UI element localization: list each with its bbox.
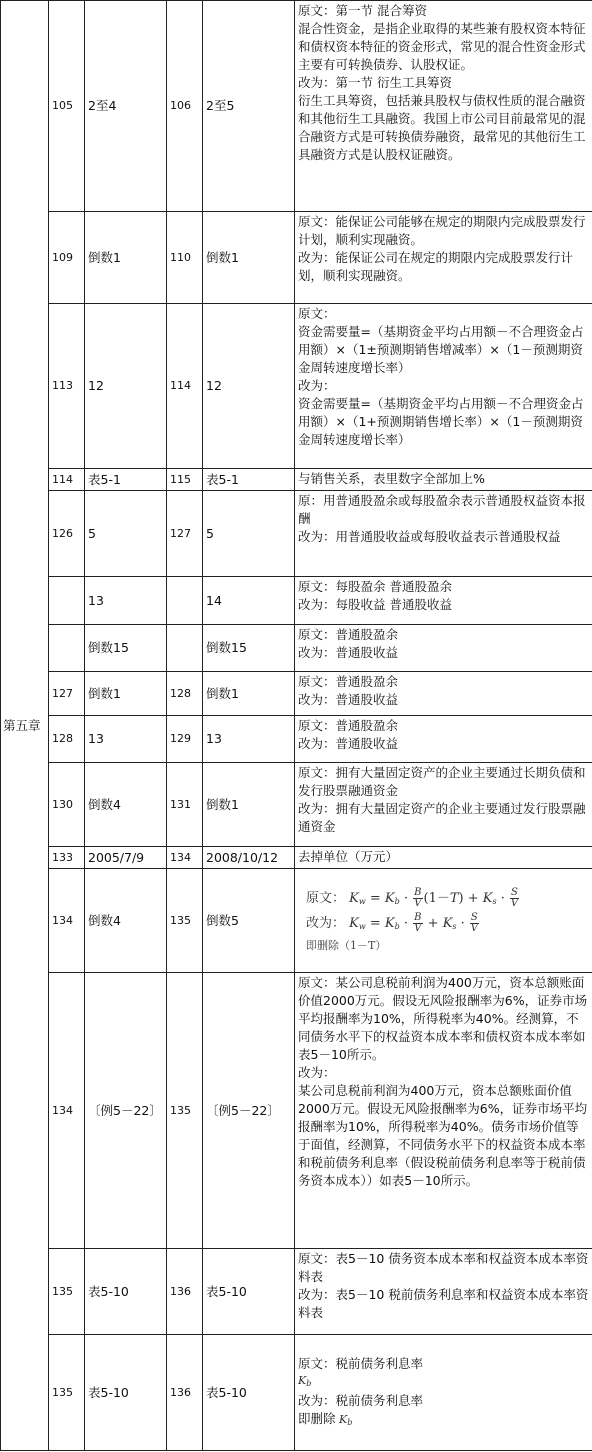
new-page: 110 (167, 212, 203, 304)
table-row (1, 491, 592, 577)
orig-line: 12 (85, 304, 167, 469)
change-text: 原文：拥有大量固定资产的企业主要通过长期负债和发行股票融通资金 改为：拥有大量固定资产的企业主要通过发行股票融通资金 (295, 763, 592, 847)
table-row (1, 973, 592, 1249)
table-row (1, 469, 592, 491)
orig-page: 127 (49, 672, 85, 716)
orig-line: 倒数1 (85, 672, 167, 716)
change-text: 原文：某公司息税前利润为400万元，资本总额账面价值2000万元。假设无风险报酬率为6%，证券市场平均报酬率为10%，所得税率为40%。经测算，不同债务水平下的权益资本成本率和债权资本成本率如表5－10所示。 改为： 某公司息税前利润为400万元，资本总额账面价值2000万元。假设无风险报酬率为6%，证券市场平均报酬率为10%，所得税率为40%。债务市场价值等于面值，经测算，不同债务水平下的权益资本成本率和税前债务利息率（假设税前债务利息率等于税前债务资本成本））如表5－10所示。 (295, 973, 592, 1249)
orig-page: 135 (49, 1249, 85, 1335)
change-text: 原文：表5－10 债务资本成本率和权益资本成本率资料表 改为：表5－10 税前债务利息率和权益资本成本率资料表 (295, 1249, 592, 1335)
new-page: 135 (167, 869, 203, 973)
orig-page: 105 (49, 1, 85, 212)
orig-page: 109 (49, 212, 85, 304)
new-line: 12 (203, 304, 295, 469)
new-line: 13 (203, 716, 295, 763)
change-text: 原文：每股盈余 普通股盈余 改为：每股收益 普通股收益 (295, 577, 592, 625)
table-row (1, 672, 592, 716)
new-page: 115 (167, 469, 203, 491)
table-row (1, 577, 592, 625)
table-row (1, 847, 592, 869)
orig-page: 114 (49, 469, 85, 491)
orig-line: 2005/7/9 (85, 847, 167, 869)
new-page (167, 625, 203, 672)
new-line: 倒数1 (203, 672, 295, 716)
new-page: 136 (167, 1249, 203, 1335)
new-page: 136 (167, 1335, 203, 1451)
orig-line: 13 (85, 577, 167, 625)
change-text: 去掉单位（万元） (295, 847, 592, 869)
orig-line: 13 (85, 716, 167, 763)
orig-line: 倒数4 (85, 869, 167, 973)
kb-symbol: $K_b$ (339, 1412, 353, 1427)
new-line: 〔例5－22〕 (203, 973, 295, 1249)
table-row (1, 716, 592, 763)
new-line: 表5-10 (203, 1249, 295, 1335)
orig-page (49, 577, 85, 625)
new-page: 106 (167, 1, 203, 212)
change-text: 原：用普通股盈余或每股盈余表示普通股权益资本报酬 改为：用普通股收益或每股收益表示普通股权益 (295, 491, 592, 577)
formula-original: 原文： $K_w = K_b$ · $\frac{B}{V}$ $(1-T) + K_s$ · $\frac{S}{V}$ (306, 886, 519, 909)
new-line: 2至5 (203, 1, 295, 212)
change-text: 原文：普通股盈余 改为：普通股收益 (295, 625, 592, 672)
new-line: 表5-10 (203, 1335, 295, 1451)
orig-page (49, 625, 85, 672)
change-text: 原文：普通股盈余 改为：普通股收益 (295, 672, 592, 716)
new-line: 14 (203, 577, 295, 625)
formula-revised: 改为： $K_w = K_b$ · $\frac{B}{V}$ + $K_s$ · $\frac{S}{V}$ (306, 911, 478, 934)
change-text: 原文： 资金需要量=（基期资金平均占用额－不合理资金占用额）×（1±预测期销售增减率）×（1－预测期资金周转速度增长率） 改为： 资金需要量=（基期资金平均占用额－不合理资金占用额）×（1+预测期销售增长率）×（1－预测期资金周转速度增长率） (295, 304, 592, 469)
new-page: 135 (167, 973, 203, 1249)
orig-line: 5 (85, 491, 167, 577)
new-page: 131 (167, 763, 203, 847)
chapter-cell: 第五章 (1, 1, 49, 1451)
new-line: 5 (203, 491, 295, 577)
table-row (1, 763, 592, 847)
orig-page: 135 (49, 1335, 85, 1451)
orig-page: 134 (49, 973, 85, 1249)
new-line: 倒数1 (203, 212, 295, 304)
change-text: 原文：第一节 混合筹资 混合性资金，是指企业取得的某些兼有股权资本特征和债权资本特征的资金形式，常见的混合性资金形式主要有可转换债券、认股权证。 改为：第一节 衍生工具筹资 衍生工具筹资，包括兼具股权与债权性质的混合融资和其他衍生工具融资。我国上市公司目前最常见的混合融资方式是可转换债券融资，最常见的其他衍生工具融资方式是认股权证融资。 (295, 1, 592, 212)
formula-note: 即删除（1－T） (306, 938, 387, 952)
new-line: 表5-1 (203, 469, 295, 491)
new-line: 2008/10/12 (203, 847, 295, 869)
new-line: 倒数5 (203, 869, 295, 973)
orig-line: 倒数4 (85, 763, 167, 847)
table-row (1, 1335, 592, 1451)
orig-page: 133 (49, 847, 85, 869)
table-row (1, 304, 592, 469)
new-line: 倒数15 (203, 625, 295, 672)
new-page (167, 577, 203, 625)
orig-line: 表5-10 (85, 1335, 167, 1451)
orig-page: 134 (49, 869, 85, 973)
table-row (1, 1249, 592, 1335)
orig-page: 126 (49, 491, 85, 577)
change-text: 原文：税前债务利息率 $K_b$ 改为：税前债务利息率 即删除 $K_b$ (295, 1335, 592, 1451)
orig-line: 表5-1 (85, 469, 167, 491)
orig-page: 128 (49, 716, 85, 763)
orig-line: 倒数1 (85, 212, 167, 304)
new-line: 倒数1 (203, 763, 295, 847)
table-row (1, 625, 592, 672)
kb-symbol: $K_b$ (298, 1373, 312, 1388)
new-page: 127 (167, 491, 203, 577)
new-page: 134 (167, 847, 203, 869)
table-row (1, 1, 592, 212)
orig-line: 2至4 (85, 1, 167, 212)
new-page: 129 (167, 716, 203, 763)
orig-page: 113 (49, 304, 85, 469)
formula-cell (295, 869, 592, 973)
table-row (1, 869, 592, 973)
table-row (1, 212, 592, 304)
orig-page: 130 (49, 763, 85, 847)
change-text: 原文：能保证公司能够在规定的期限内完成股票发行计划，顺利实现融资。 改为：能保证公司在规定的期限内完成股票发行计划，顺利实现融资。 (295, 212, 592, 304)
new-page: 128 (167, 672, 203, 716)
change-text: 与销售关系，表里数字全部加上% (295, 469, 592, 491)
orig-line: 〔例5－22〕 (85, 973, 167, 1249)
orig-line: 表5-10 (85, 1249, 167, 1335)
change-text: 原文：普通股盈余 改为：普通股收益 (295, 716, 592, 763)
orig-line: 倒数15 (85, 625, 167, 672)
new-page: 114 (167, 304, 203, 469)
